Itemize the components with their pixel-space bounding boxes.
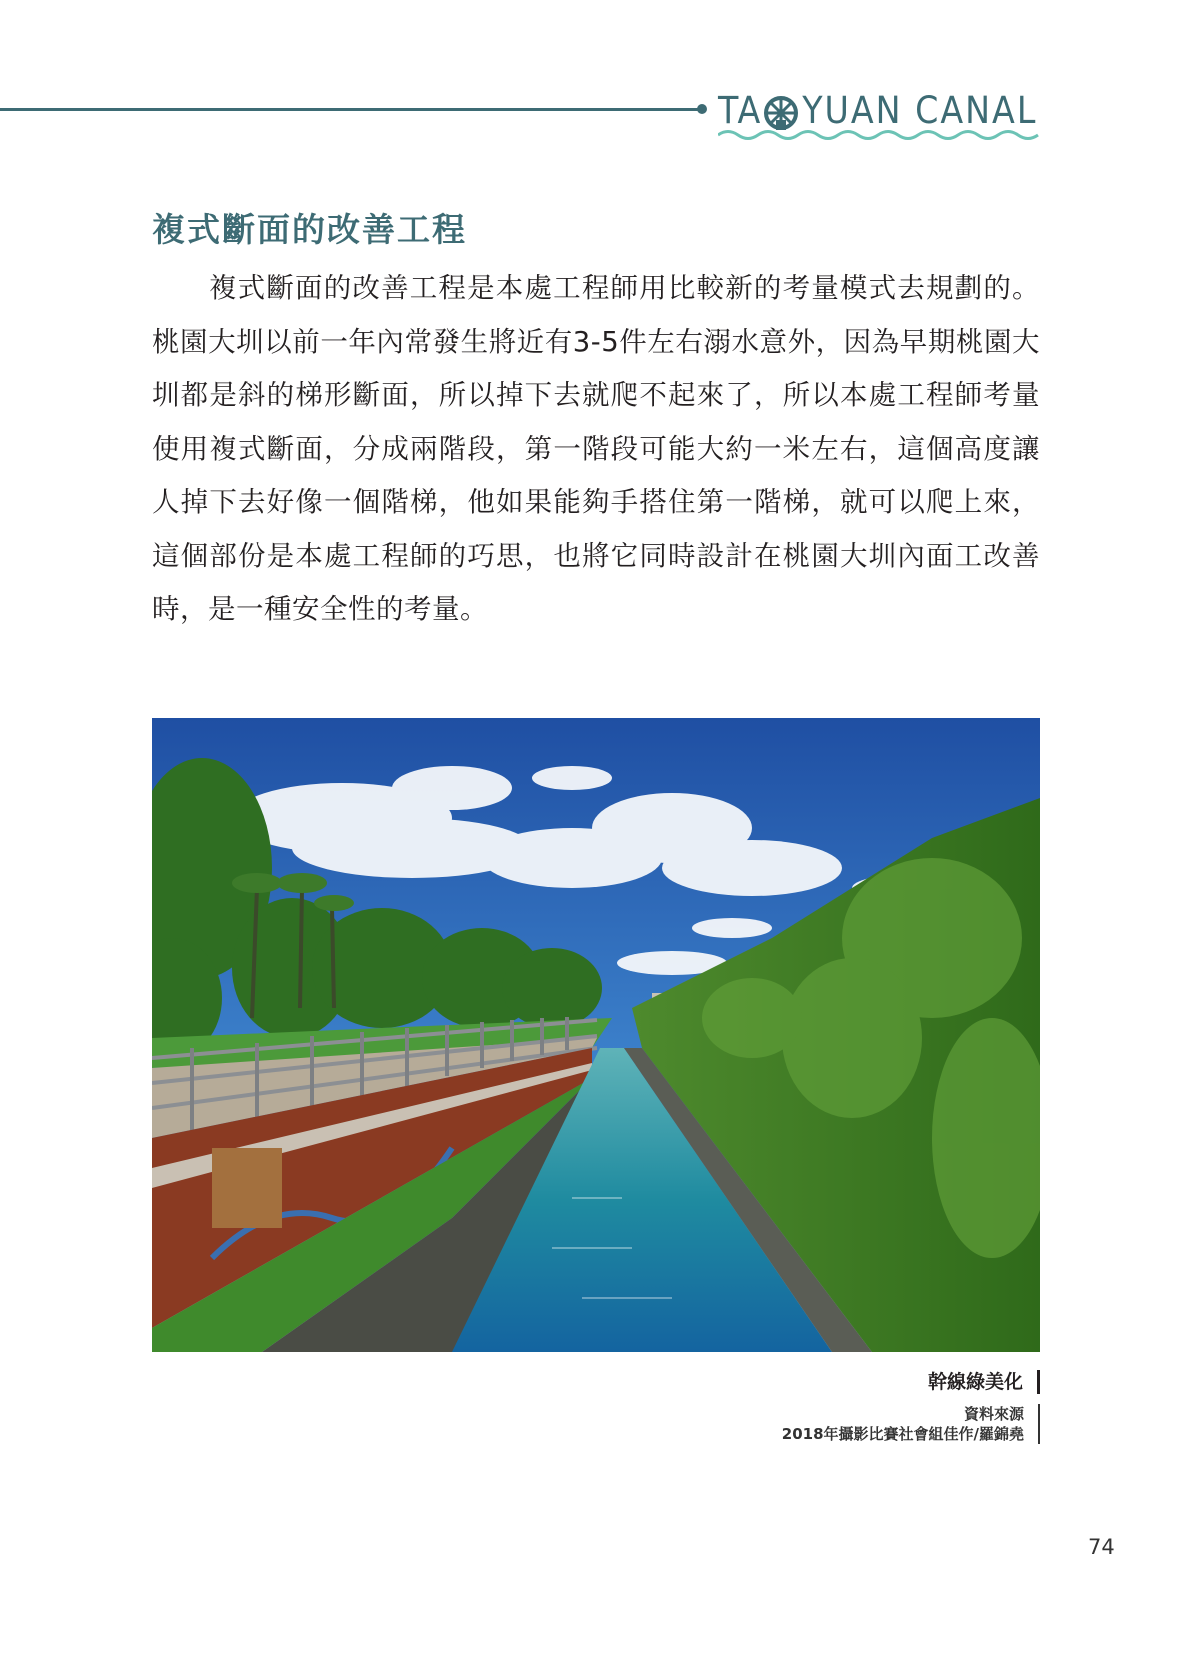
caption-title: 幹線綠美化 [928,1370,1040,1394]
section-title: 複式斷面的改善工程 [152,210,467,249]
taoyuan-canal-logo [718,90,1040,146]
caption-source-label: 資料來源 [963,1405,1024,1423]
logo-text-right: YUAN CANAL [802,89,1038,132]
caption-source-detail: 2018年攝影比賽社會組佳作/羅錦堯 [781,1425,1024,1443]
photo-caption [782,1370,1040,1444]
canal-landscape-image [152,718,1040,1352]
header-rule [0,108,700,111]
water-wheel-icon [762,94,800,132]
caption-source [782,1404,1040,1444]
canal-photo [152,718,1040,1352]
body-paragraph: 複式斷面的改善工程是本處工程師用比較新的考量模式去規劃的。桃園大圳以前一年內常發生將近有3-5件左右溺水意外，因為早期桃園大圳都是斜的梯形斷面，所以掉下去就爬不起來了，所以本處工程師考量使用複式斷面，分成兩階段，第一階段可能大約一米左右，這個高度讓人掉下去好像一個階梯，他如果能夠手搭住第一階梯，就可以爬上來，這個部份是本處工程師的巧思，也將它同時設計在桃園大圳內面工改善時，是一種安全性的考量。 [152,272,1040,625]
page-number: 74 [1088,1535,1115,1559]
logo-text-left: TA [718,89,763,132]
wave-icon [718,128,1040,142]
header-rule-dot [697,104,707,114]
